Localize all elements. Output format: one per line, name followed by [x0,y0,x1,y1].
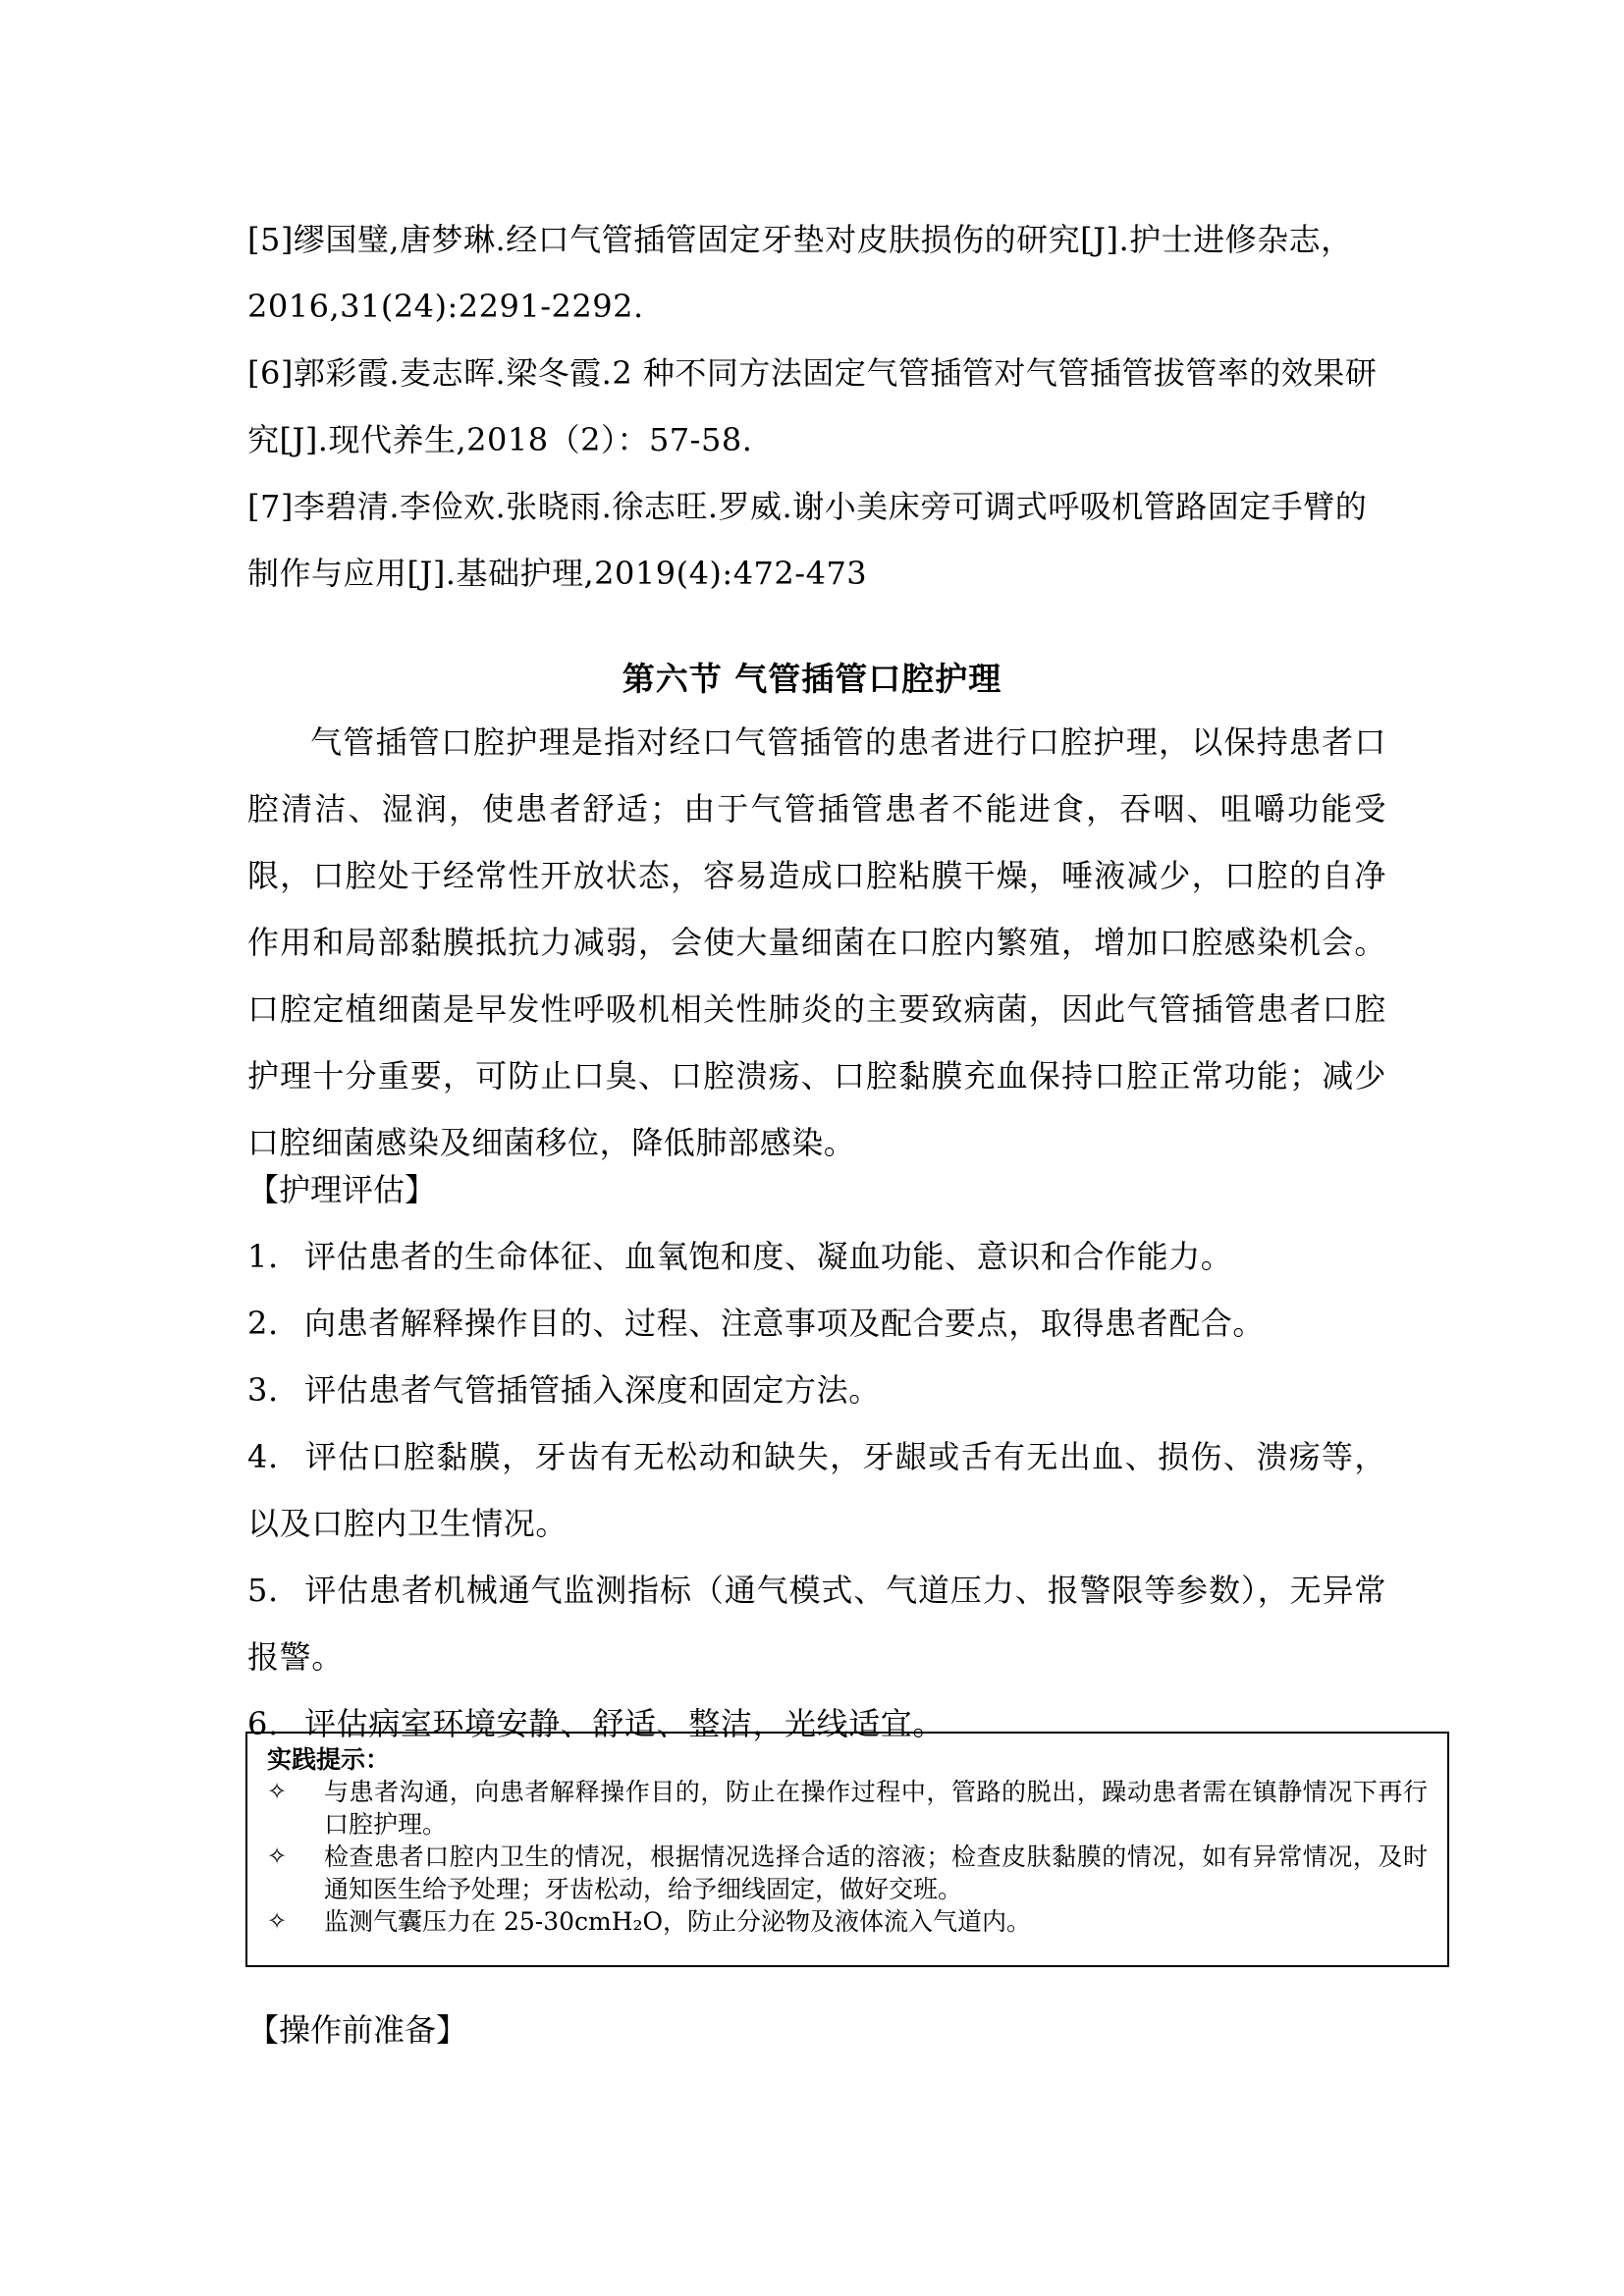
assessment-item [247,1223,1386,1290]
practice-tip-text: 检查患者口腔内卫生的情况，根据情况选择合适的溶液；检查皮肤黏膜的情况，如有异常情况，及时通知医生给予处理；牙齿松动，给予细线固定，做好交班。 [324,1842,1428,1903]
section-title: 第六节 气管插管口腔护理 [622,660,1002,698]
item-number: 4. [247,1438,279,1475]
assessment-item [247,1290,1386,1357]
practice-tip [267,1841,1428,1905]
practice-tip [267,1905,1428,1938]
item-number: 5. [247,1572,279,1609]
item-text: 评估患者机械通气监测指标（通气模式、气道压力、报警限等参数），无异常报警。 [247,1572,1386,1676]
diamond-bullet-icon: ✧ [267,1842,288,1870]
reference-item: [5]缪国璧,唐梦琳.经口气管插管固定牙垫对皮肤损伤的研究[J].护士进修杂志， 2016,31(24):2291-2292. [247,221,1353,325]
practice-tips-box [245,1732,1449,1967]
item-number: 6. [247,1705,279,1742]
item-text: 评估患者的生命体征、血氧饱和度、凝血功能、意识和合作能力。 [304,1238,1233,1275]
assessment-item [247,1357,1386,1423]
item-text: 评估病室环境安静、舒适、整洁，光线适宜。 [304,1705,946,1742]
assessment-item [247,1557,1386,1690]
item-text: 评估口腔黏膜，牙齿有无松动和缺失，牙龈或舌有无出血、损伤、溃疡等，以及口腔内卫生情况。 [247,1438,1386,1542]
item-number: 1. [247,1238,279,1275]
assessment-item [247,1423,1386,1557]
practice-tip-text: 与患者沟通，向患者解释操作目的，防止在操作过程中，管路的脱出，躁动患者需在镇静情况下再行口腔护理。 [324,1778,1428,1839]
intro-paragraph: 气管插管口腔护理是指对经口气管插管的患者进行口腔护理，以保持患者口腔清洁、湿润，使患者舒适；由于气管插管患者不能进食，吞咽、咀嚼功能受限，口腔处于经常性开放状态，容易造成口腔粘膜干燥，唾液减少，口腔的自净作用和局部黏膜抵抗力减弱，会使大量细菌在口腔内繁殖，增加口腔感染机会。口腔定植细菌是早发性呼吸机相关性肺炎的主要致病菌，因此气管插管患者口腔护理十分重要，可防止口臭、口腔溃疡、口腔黏膜充血保持口腔正常功能；减少口腔细菌感染及细菌移位，降低肺部感染。 [247,723,1386,1161]
reference-item: [6]郭彩霞.麦志晖.梁冬霞.2 种不同方法固定气管插管对气管插管拔管率的效果研究[J].现代养生,2018（2）：57-58. [247,354,1378,458]
item-text: 评估患者气管插管插入深度和固定方法。 [304,1371,881,1409]
reference-list [247,206,1386,607]
practice-tips-title: 实践提示： [267,1745,391,1774]
assessment-section [247,1156,1386,1757]
assessment-heading: 【护理评估】 [247,1171,437,1208]
practice-tip-text: 监测气囊压力在 25-30cmH₂O，防止分泌物及液体流入气道内。 [324,1907,1032,1936]
item-text: 向患者解释操作目的、过程、注意事项及配合要点，取得患者配合。 [304,1305,1266,1342]
diamond-bullet-icon: ✧ [267,1778,288,1805]
preparation-heading: 【操作前准备】 [247,2011,468,2049]
practice-tip [267,1776,1428,1841]
item-number: 3. [247,1371,279,1409]
item-number: 2. [247,1305,279,1342]
diamond-bullet-icon: ✧ [267,1907,288,1935]
reference-item: [7]李碧清.李俭欢.张晓雨.徐志旺.罗威.谢小美床旁可调式呼吸机管路固定手臂的制作与应用[J].基础护理,2019(4):472-473 [247,488,1368,592]
